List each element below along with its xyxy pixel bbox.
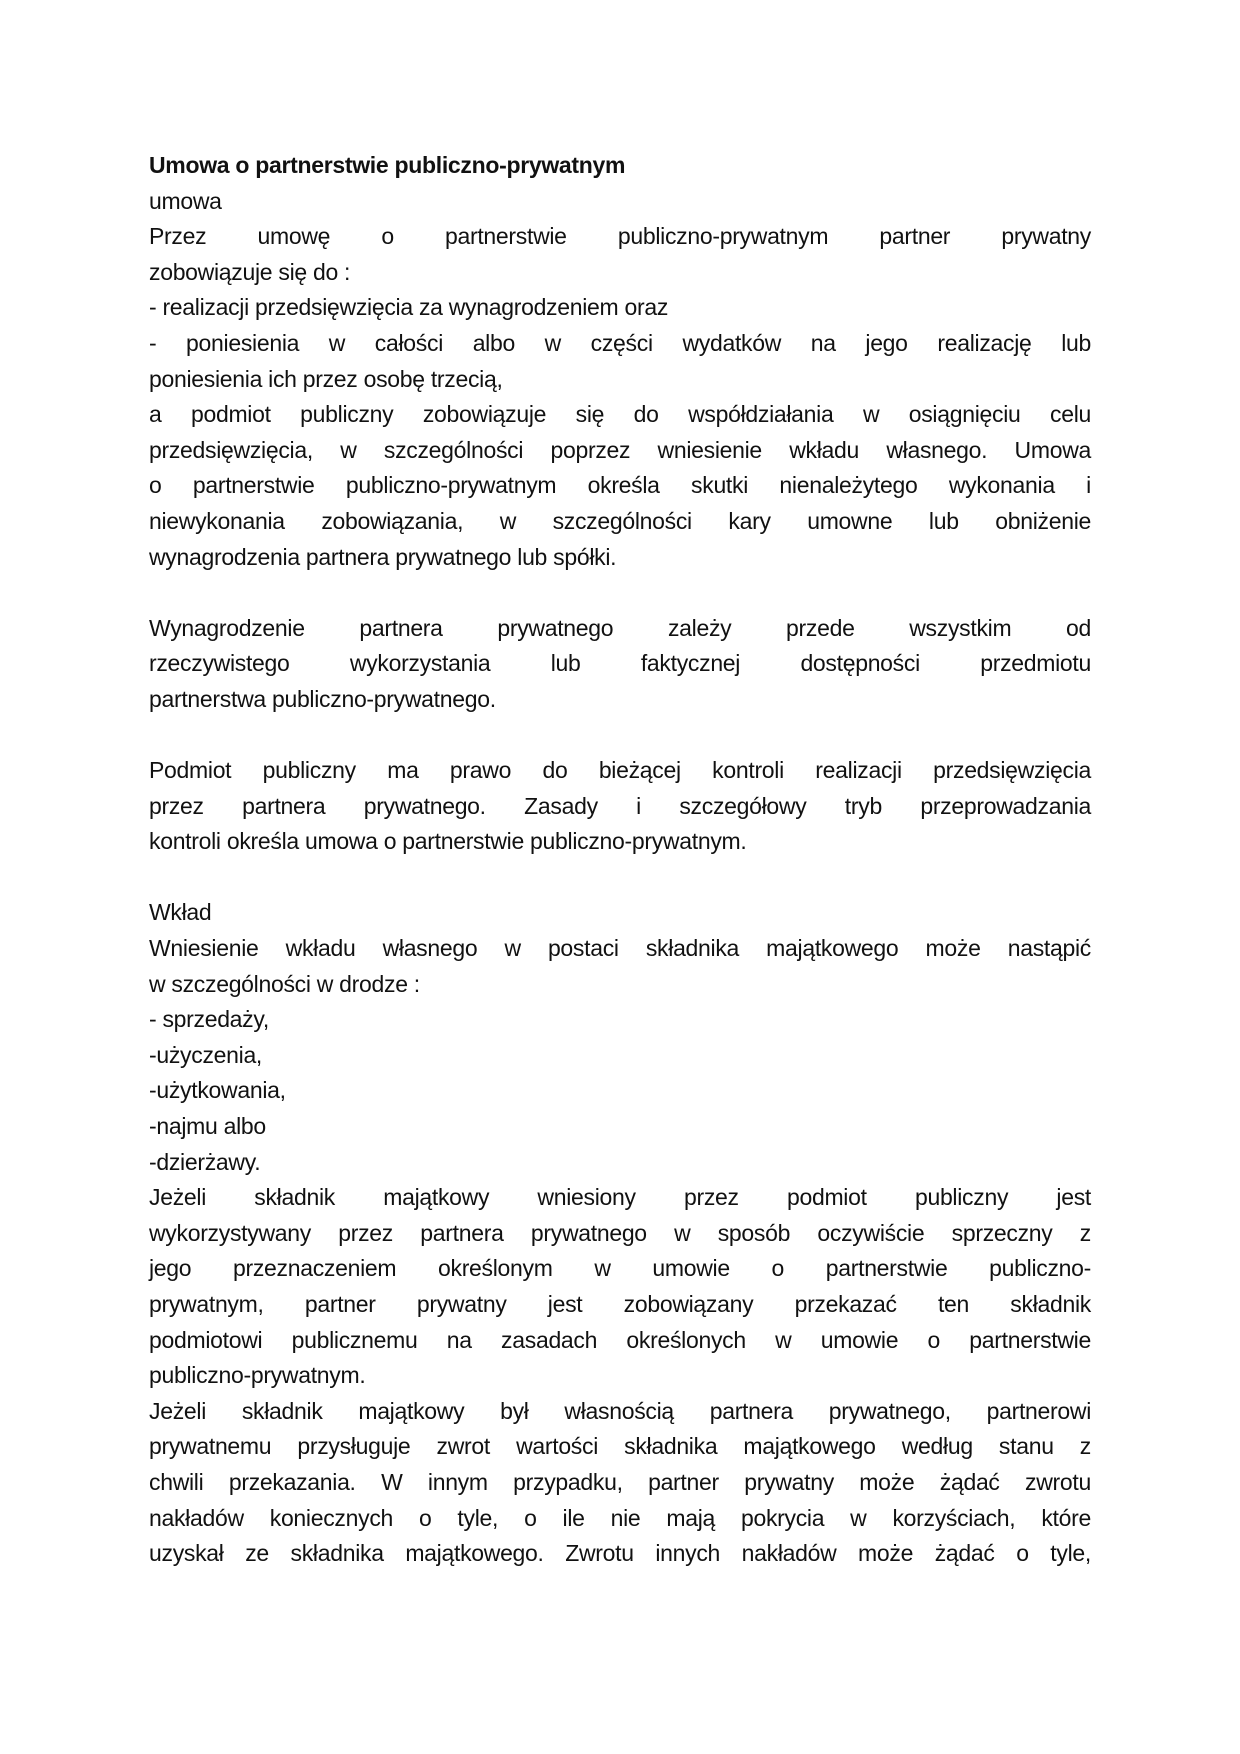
- paragraph-line: wynagrodzenia partnera prywatnego lub spółki.: [149, 543, 617, 570]
- paragraph-line: publiczno-prywatnym.: [149, 1362, 366, 1389]
- paragraph-line: nakładów koniecznych o tyle, o ile nie mają pokrycia w korzyściach, które: [149, 1504, 1091, 1531]
- paragraph-line: zobowiązuje się do :: [149, 258, 351, 285]
- paragraph-line: Wynagrodzenie partnera prywatnego zależy przede wszystkim od: [149, 614, 1091, 641]
- document-page: [149, 148, 1091, 1572]
- paragraph-line: Wniesienie wkładu własnego w postaci składnika majątkowego może nastąpić: [149, 935, 1091, 962]
- paragraph-spacer: [149, 575, 1091, 611]
- paragraph-line: Podmiot publiczny ma prawo do bieżącej kontroli realizacji przedsięwzięcia: [149, 757, 1091, 784]
- list-item: -najmu albo: [149, 1113, 266, 1140]
- paragraph-line: przedsięwzięcia, w szczególności poprzez wniesienie wkładu własnego. Umowa: [149, 436, 1091, 463]
- document-title: Umowa o partnerstwie publiczno-prywatnym: [149, 152, 626, 178]
- paragraph-line: rzeczywistego wykorzystania lub faktycznej dostępności przedmiotu: [149, 650, 1091, 677]
- list-item: -użytkowania,: [149, 1077, 286, 1104]
- paragraph-line: partnerstwa publiczno-prywatnego.: [149, 685, 496, 712]
- section-wynagrodzenie: [149, 611, 1091, 718]
- paragraph-line: podmiotowi publicznemu na zasadach określonych w umowie o partnerstwie: [149, 1326, 1091, 1353]
- list-item: -użyczenia,: [149, 1041, 263, 1068]
- paragraph-line: wykorzystywany przez partnera prywatnego w sposób oczywiście sprzeczny z: [149, 1219, 1091, 1246]
- paragraph-line: jego przeznaczeniem określonym w umowie o partnerstwie publiczno-: [149, 1255, 1091, 1282]
- section-heading-wklad: Wkład: [149, 899, 212, 926]
- section-wklad: [149, 895, 1091, 1571]
- section-kontrola: [149, 753, 1091, 860]
- paragraph-line: prywatnemu przysługuje zwrot wartości składnika majątkowego według stanu z: [149, 1433, 1091, 1460]
- section-umowa: [149, 184, 1091, 576]
- paragraph-spacer: [149, 860, 1091, 896]
- list-item: -dzierżawy.: [149, 1148, 261, 1175]
- paragraph-line: a podmiot publiczny zobowiązuje się do współdziałania w osiągnięciu celu: [149, 401, 1091, 428]
- paragraph-line: Jeżeli składnik majątkowy wniesiony przez podmiot publiczny jest: [149, 1184, 1091, 1211]
- paragraph-line: przez partnera prywatnego. Zasady i szczegółowy tryb przeprowadzania: [149, 792, 1091, 819]
- list-item: - realizacji przedsięwzięcia za wynagrodzeniem oraz: [149, 294, 669, 321]
- list-item: - sprzedaży,: [149, 1006, 269, 1033]
- paragraph-spacer: [149, 718, 1091, 754]
- paragraph-line: o partnerstwie publiczno-prywatnym określa skutki nienależytego wykonania i: [149, 472, 1091, 499]
- section-heading-umowa: umowa: [149, 187, 222, 214]
- paragraph-line: Jeżeli składnik majątkowy był własnością partnera prywatnego, partnerowi: [149, 1397, 1091, 1424]
- paragraph-line: uzyskał ze składnika majątkowego. Zwrotu innych nakładów może żądać o tyle,: [149, 1540, 1091, 1567]
- paragraph-line: kontroli określa umowa o partnerstwie publiczno-prywatnym.: [149, 828, 747, 855]
- paragraph-line: chwili przekazania. W innym przypadku, partner prywatny może żądać zwrotu: [149, 1468, 1091, 1495]
- list-item-continuation: poniesienia ich przez osobę trzecią,: [149, 365, 503, 392]
- paragraph-line: w szczególności w drodze :: [149, 970, 420, 997]
- paragraph-line: prywatnym, partner prywatny jest zobowiązany przekazać ten składnik: [149, 1291, 1091, 1317]
- paragraph-line: Przez umowę o partnerstwie publiczno-prywatnym partner prywatny: [149, 223, 1091, 250]
- paragraph-line: niewykonania zobowiązania, w szczególności kary umowne lub obniżenie: [149, 507, 1091, 534]
- list-item: - poniesienia w całości albo w części wydatków na jego realizację lub: [149, 329, 1091, 356]
